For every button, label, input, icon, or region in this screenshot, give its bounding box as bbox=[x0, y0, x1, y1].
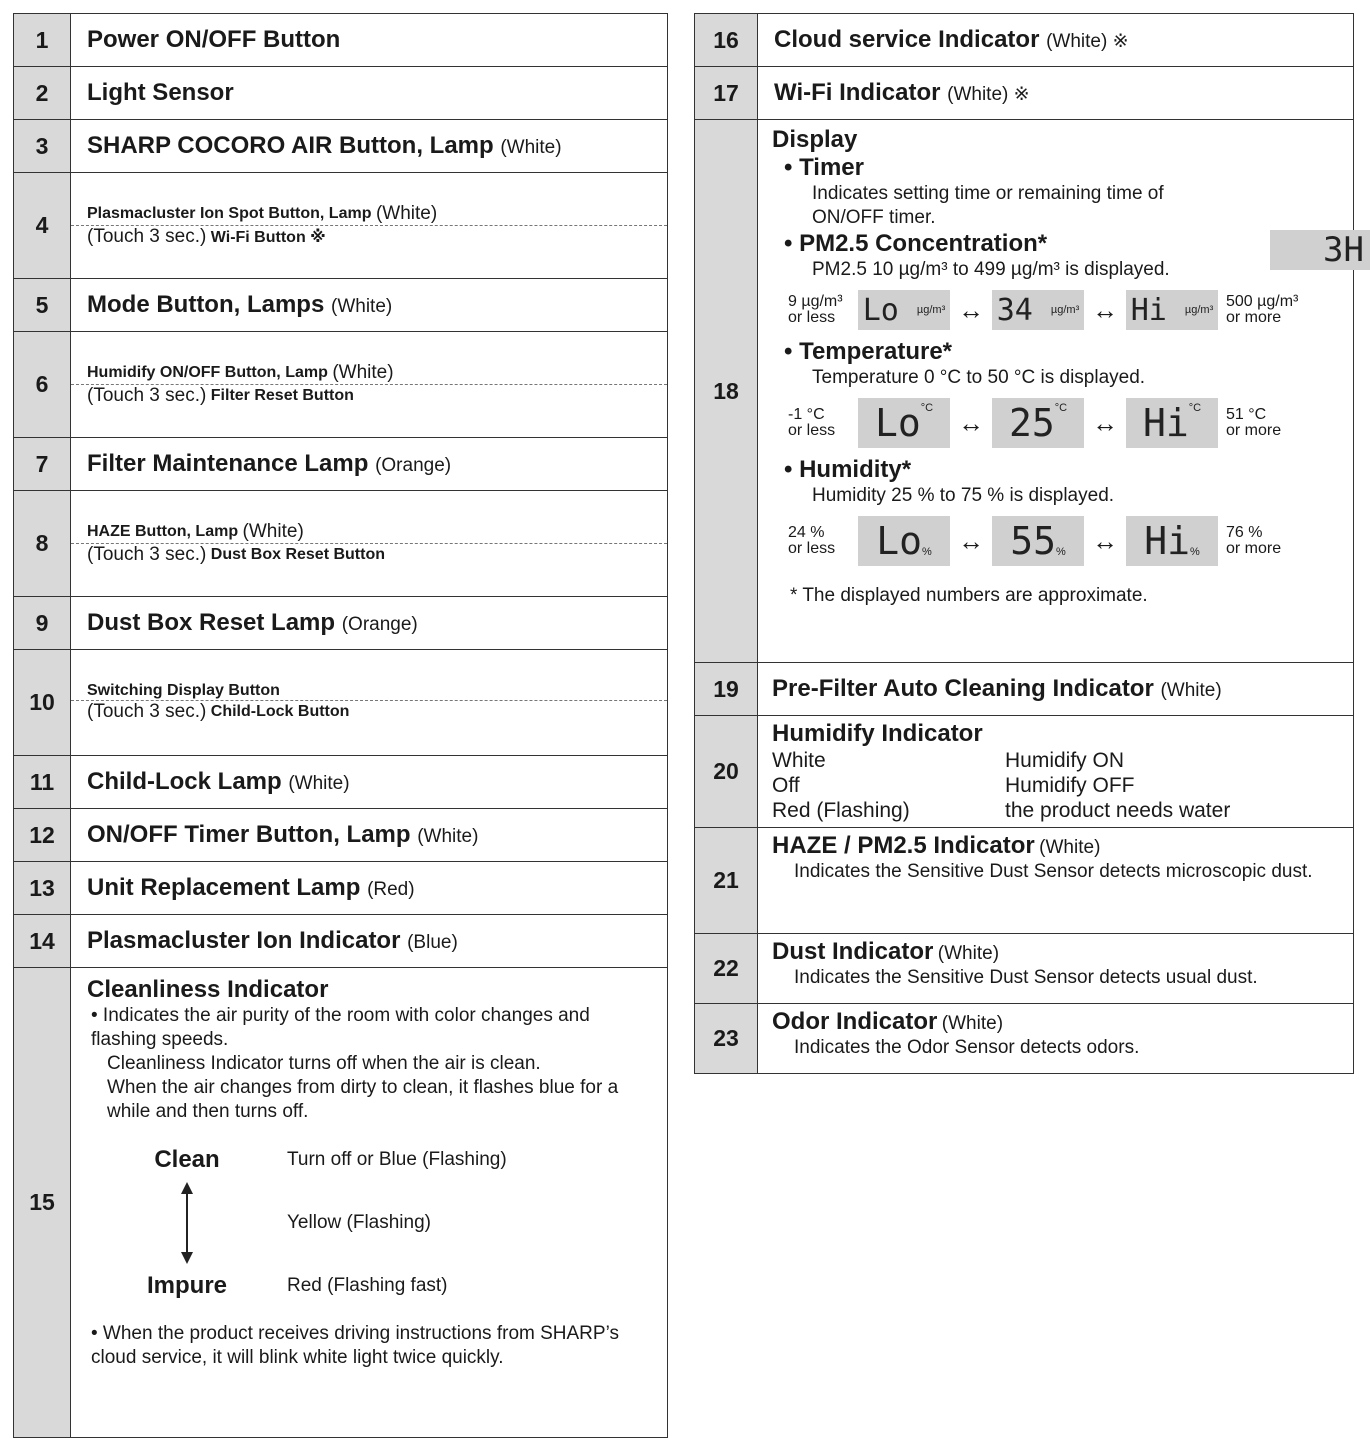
state-color: White bbox=[772, 749, 826, 772]
item-number: 7 bbox=[14, 438, 71, 491]
impure-label: Impure bbox=[146, 1272, 227, 1299]
table-row bbox=[14, 173, 668, 279]
table-row bbox=[14, 67, 668, 120]
display-title: Display bbox=[772, 126, 858, 153]
state-color: Off bbox=[772, 774, 800, 797]
item-subtitle: Filter Reset Button bbox=[210, 387, 354, 404]
hum-text: Humidity 25 % to 75 % is displayed. bbox=[812, 485, 1115, 506]
item-number: 16 bbox=[695, 14, 758, 67]
touch-note: (Touch 3 sec.) bbox=[87, 226, 207, 247]
item-color-note: (White) ※ bbox=[947, 84, 1030, 105]
item-color-note: (White) bbox=[500, 137, 562, 158]
double-arrow-icon: ↔ bbox=[1092, 525, 1118, 556]
table-row bbox=[695, 934, 1354, 1004]
temp-lcd-mid: 25 °C bbox=[992, 398, 1084, 448]
item-color-note: (Orange) bbox=[375, 455, 452, 476]
item-number: 13 bbox=[14, 862, 71, 915]
item-number: 19 bbox=[695, 663, 758, 716]
pm-text: PM2.5 10 µg/m³ to 499 µg/m³ is displayed. bbox=[812, 259, 1170, 280]
item-title: Light Sensor bbox=[87, 79, 234, 106]
table-row bbox=[14, 650, 668, 756]
table-row bbox=[695, 716, 1354, 828]
pm-title: • PM2.5 Concentration* bbox=[784, 230, 1048, 257]
item-number: 2 bbox=[14, 67, 71, 120]
temp-high-label: 51 °C or more bbox=[1226, 406, 1282, 439]
mid-value: Yellow (Flashing) bbox=[287, 1212, 431, 1233]
temp-lcd-high: Hi °C bbox=[1126, 398, 1218, 448]
table-row bbox=[14, 491, 668, 597]
approx-footnote: * The displayed numbers are approximate. bbox=[790, 585, 1148, 606]
hum-lcd-mid: 55 % bbox=[992, 516, 1084, 566]
item-title: Unit Replacement Lamp bbox=[87, 874, 361, 901]
item-title: HAZE Button, Lamp bbox=[87, 523, 239, 540]
item-color-note: (White) bbox=[242, 521, 304, 542]
temp-low-label: -1 °C or less bbox=[788, 406, 836, 439]
item-title: Dust Box Reset Lamp bbox=[87, 609, 336, 636]
item-subtitle: Wi-Fi Button ※ bbox=[210, 229, 326, 246]
item-title: Humidify ON/OFF Button, Lamp bbox=[87, 364, 328, 381]
double-arrow-icon: ↔ bbox=[958, 294, 984, 325]
item-color-note: (White) bbox=[417, 826, 479, 847]
cleanliness-title: Cleanliness Indicator bbox=[87, 976, 329, 1003]
right-parts-table bbox=[694, 13, 1364, 1074]
table-row bbox=[14, 279, 668, 332]
item-number: 21 bbox=[695, 828, 758, 934]
timer-title: • Timer bbox=[784, 154, 864, 181]
item-number: 14 bbox=[14, 915, 71, 968]
touch-note: (Touch 3 sec.) bbox=[87, 385, 207, 406]
item-color-note: (White) bbox=[331, 296, 393, 317]
item-subtitle: Child-Lock Button bbox=[210, 703, 350, 720]
table-row bbox=[695, 67, 1354, 120]
table-row bbox=[695, 14, 1354, 67]
impure-value: Red (Flashing fast) bbox=[287, 1275, 448, 1296]
item-color-note: (White) bbox=[332, 362, 394, 383]
table-row bbox=[14, 14, 668, 67]
pm-lcd-mid: 34 µg/m³ bbox=[992, 290, 1084, 330]
item-number: 4 bbox=[14, 173, 71, 279]
double-arrow-icon: ↔ bbox=[958, 407, 984, 438]
item-text: Indicates the Odor Sensor detects odors. bbox=[794, 1037, 1140, 1058]
item-number: 9 bbox=[14, 597, 71, 650]
table-row bbox=[14, 756, 668, 809]
item-number: 1 bbox=[14, 14, 71, 67]
table-row bbox=[14, 915, 668, 968]
table-row bbox=[14, 120, 668, 173]
double-arrow-icon: ↔ bbox=[958, 525, 984, 556]
pm-lcd-row bbox=[788, 290, 1353, 330]
state-color: Red (Flashing) bbox=[772, 799, 910, 822]
table-row bbox=[695, 828, 1354, 934]
item-title: Filter Maintenance Lamp bbox=[87, 450, 369, 477]
temp-lcd-row bbox=[788, 398, 1353, 448]
item-title: Power ON/OFF Button bbox=[87, 26, 341, 53]
item-title: Switching Display Button bbox=[87, 682, 280, 699]
item-color-note: (White) bbox=[941, 1013, 1004, 1034]
item-color-note: (White) bbox=[288, 773, 350, 794]
table-row bbox=[14, 332, 668, 438]
hum-lcd-high: Hi % bbox=[1126, 516, 1218, 566]
double-arrow-icon: ↔ bbox=[1092, 294, 1118, 325]
item-text: Indicates the Sensitive Dust Sensor detects usual dust. bbox=[794, 967, 1258, 988]
item-title: Wi-Fi Indicator bbox=[774, 79, 941, 106]
timer-lcd: 3H bbox=[1270, 230, 1370, 270]
table-row bbox=[695, 120, 1354, 663]
state-meaning: the product needs water bbox=[1005, 799, 1231, 822]
hum-lcd-low: Lo % bbox=[858, 516, 950, 566]
item-number: 12 bbox=[14, 809, 71, 862]
item-color-note: (Orange) bbox=[341, 614, 418, 635]
item-title: HAZE / PM2.5 Indicator bbox=[772, 832, 1035, 859]
table-row bbox=[14, 862, 668, 915]
item-color-note: (White) bbox=[1160, 680, 1222, 701]
humidify-states bbox=[772, 748, 1339, 823]
item-number: 15 bbox=[14, 968, 71, 1438]
item-title: Child-Lock Lamp bbox=[87, 768, 282, 795]
item-number: 3 bbox=[14, 120, 71, 173]
item-number: 23 bbox=[695, 1004, 758, 1074]
item-number: 22 bbox=[695, 934, 758, 1004]
clean-label: Clean bbox=[154, 1146, 220, 1173]
table-row bbox=[14, 809, 668, 862]
cleanliness-line: When the air changes from dirty to clean, it flashes blue for a while and then turns off. bbox=[107, 1077, 619, 1122]
item-title: Pre-Filter Auto Cleaning Indicator bbox=[772, 675, 1154, 702]
left-parts-table bbox=[13, 13, 668, 1438]
item-text: Indicates the Sensitive Dust Sensor detects microscopic dust. bbox=[794, 861, 1313, 882]
cleanliness-line: Cleanliness Indicator turns off when the air is clean. bbox=[107, 1053, 541, 1074]
item-number: 5 bbox=[14, 279, 71, 332]
pm-lcd-high: Hi µg/m³ bbox=[1126, 290, 1218, 330]
table-row bbox=[695, 663, 1354, 716]
item-number: 20 bbox=[695, 716, 758, 828]
cleanliness-description bbox=[87, 1004, 651, 1124]
item-color-note: (Red) bbox=[367, 879, 415, 900]
item-color-note: (White) bbox=[937, 943, 1000, 964]
item-number: 18 bbox=[695, 120, 758, 663]
touch-note: (Touch 3 sec.) bbox=[87, 544, 207, 565]
hum-high-label: 76 % or more bbox=[1226, 524, 1282, 557]
item-subtitle: Dust Box Reset Button bbox=[210, 546, 386, 563]
item-title: Cloud service Indicator bbox=[774, 26, 1040, 53]
cleanliness-scale bbox=[87, 1138, 651, 1308]
item-color-note: (White) ※ bbox=[1046, 31, 1129, 52]
item-number: 17 bbox=[695, 67, 758, 120]
item-title: ON/OFF Timer Button, Lamp bbox=[87, 821, 411, 848]
item-title: Dust Indicator bbox=[772, 938, 934, 965]
cleanliness-bullet: • Indicates the air purity of the room with color changes and flashing speeds. bbox=[91, 1005, 590, 1050]
hum-title: • Humidity* bbox=[784, 456, 912, 483]
humidify-indicator-title: Humidify Indicator bbox=[772, 720, 983, 747]
table-row bbox=[695, 1004, 1354, 1074]
hum-lcd-row bbox=[788, 516, 1353, 566]
item-number: 11 bbox=[14, 756, 71, 809]
timer-text: Indicates setting time or remaining time of ON/OFF timer. bbox=[812, 183, 1164, 228]
pm-high-label: 500 µg/m³ or more bbox=[1226, 293, 1299, 326]
pm-lcd-low: Lo µg/m³ bbox=[858, 290, 950, 330]
scale-arrow-icon bbox=[177, 1182, 197, 1264]
item-title: Plasmacluster Ion Spot Button, Lamp bbox=[87, 205, 372, 222]
double-arrow-icon: ↔ bbox=[1092, 407, 1118, 438]
hum-low-label: 24 % or less bbox=[788, 524, 836, 557]
touch-note: (Touch 3 sec.) bbox=[87, 701, 207, 722]
item-color-note: (White) bbox=[375, 203, 438, 224]
item-title: Plasmacluster Ion Indicator bbox=[87, 927, 401, 954]
temp-text: Temperature 0 °C to 50 °C is displayed. bbox=[812, 367, 1146, 388]
item-number: 6 bbox=[14, 332, 71, 438]
table-row bbox=[14, 968, 668, 1438]
item-color-note: (Blue) bbox=[407, 932, 458, 953]
item-title: Mode Button, Lamps bbox=[87, 291, 325, 318]
cloud-blink-note: • When the product receives driving instructions from SHARP’s cloud service, it will blink white light twice quickly. bbox=[91, 1323, 619, 1368]
state-meaning: Humidify ON bbox=[1005, 749, 1125, 772]
clean-value: Turn off or Blue (Flashing) bbox=[287, 1149, 507, 1170]
temp-lcd-low: Lo °C bbox=[858, 398, 950, 448]
item-title: SHARP COCORO AIR Button, Lamp bbox=[87, 132, 494, 159]
table-row bbox=[14, 438, 668, 491]
state-meaning: Humidify OFF bbox=[1005, 774, 1135, 797]
item-number: 8 bbox=[14, 491, 71, 597]
item-color-note: (White) bbox=[1039, 837, 1101, 858]
item-title: Odor Indicator bbox=[772, 1008, 938, 1035]
item-number: 10 bbox=[14, 650, 71, 756]
table-row bbox=[14, 597, 668, 650]
temp-title: • Temperature* bbox=[784, 338, 953, 365]
pm-low-label: 9 µg/m³ or less bbox=[788, 293, 843, 326]
